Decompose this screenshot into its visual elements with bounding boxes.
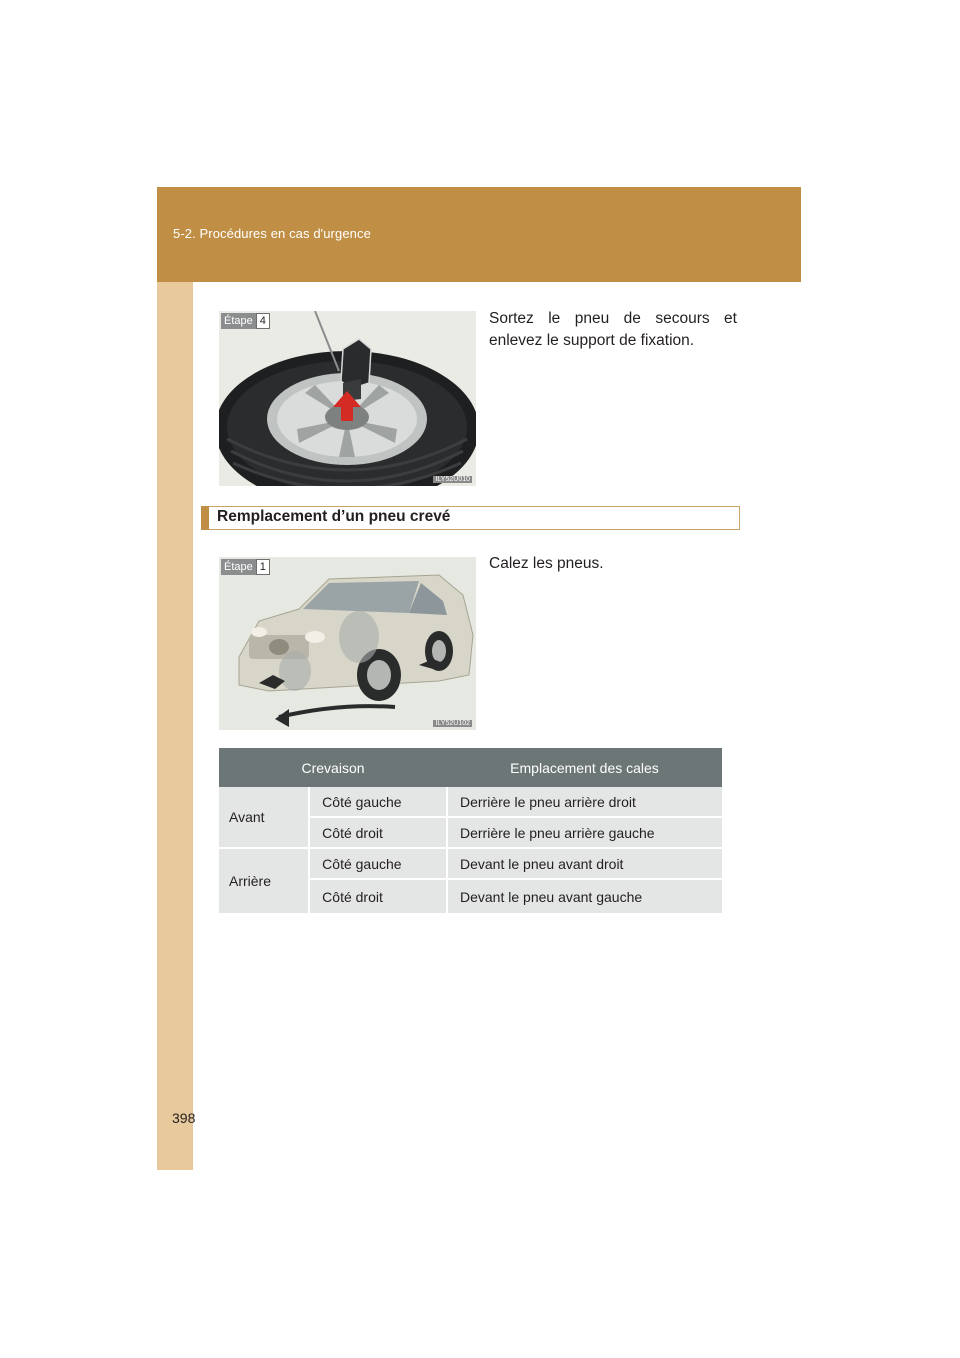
side-cell: Côté gauche — [309, 787, 447, 817]
side-strip — [157, 282, 196, 1170]
column-header-flat: Crevaison — [219, 748, 447, 787]
location-cell: Devant le pneu avant droit — [447, 848, 722, 879]
section-heading — [201, 506, 740, 530]
side-cell: Côté droit — [309, 879, 447, 914]
chock-placement-table — [219, 748, 722, 915]
location-cell: Derrière le pneu arrière gauche — [447, 817, 722, 848]
vehicle-chock-illustration — [219, 557, 476, 730]
step-badge — [221, 313, 270, 329]
step-number: 1 — [256, 559, 270, 575]
chapter-title: 5-2. Procédures en cas d'urgence — [173, 226, 371, 241]
group-cell: Arrière — [219, 848, 309, 914]
vehicle-drawing — [219, 557, 476, 730]
side-cell: Côté gauche — [309, 848, 447, 879]
step-1-instruction: Calez les pneus. — [489, 555, 604, 572]
location-cell: Derrière le pneu arrière droit — [447, 787, 722, 817]
step-label: Étape — [221, 559, 256, 575]
section-heading-accent — [201, 506, 209, 530]
group-cell: Avant — [219, 787, 309, 848]
section-title: Remplacement d’un pneu crevé — [217, 508, 451, 525]
step-4-instruction: Sortez le pneu de secours et enlevez le support de fixation. — [489, 310, 737, 349]
step-number: 4 — [256, 313, 270, 329]
side-cell: Côté droit — [309, 817, 447, 848]
spare-tire-drawing — [219, 311, 476, 486]
step-badge — [221, 559, 270, 575]
illustration-code: ILY52U010 — [435, 476, 470, 483]
table-header-row — [219, 748, 722, 787]
location-cell: Devant le pneu avant gauche — [447, 879, 722, 914]
column-header-chock-location: Emplacement des cales — [447, 748, 722, 787]
table-row — [219, 787, 722, 817]
page-number: 398 — [172, 1110, 196, 1126]
spare-tire-illustration — [219, 311, 476, 486]
illustration-code: ILY52U102 — [435, 720, 470, 727]
step-label: Étape — [221, 313, 256, 329]
table-row — [219, 848, 722, 879]
